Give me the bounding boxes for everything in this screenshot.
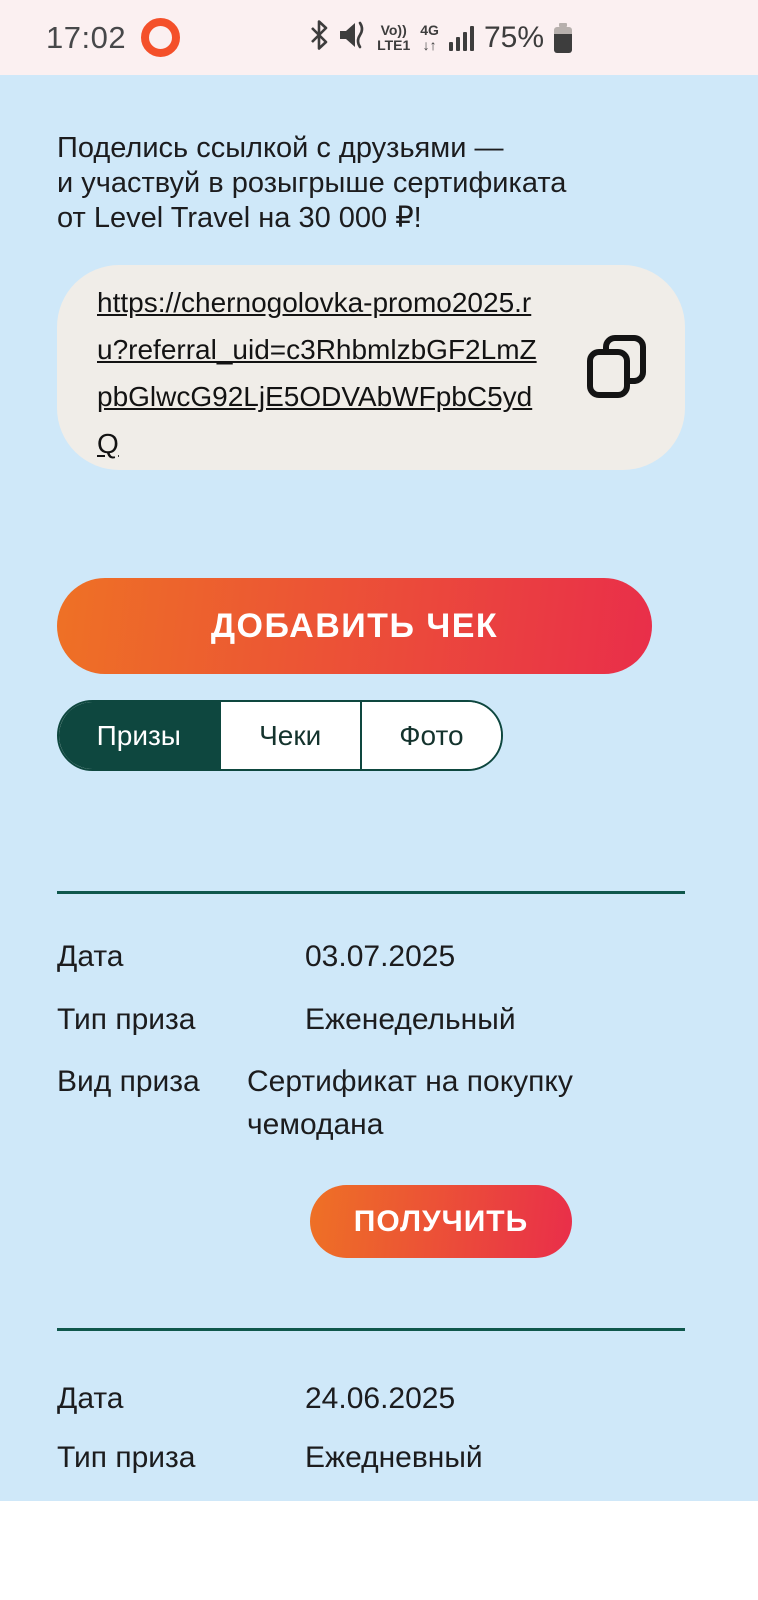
claim-prize-button[interactable]: ПОЛУЧИТЬ [310,1185,572,1258]
status-bar [0,0,758,75]
row-value: Ежедневный [305,1441,483,1474]
referral-link[interactable]: https://chernogolovka-promo2025.ru?referral_uid=c3RhbmlzbGF2LmZpbGlwcG92LjE5ODVAbWFpbC5ydQ [97,287,537,459]
android-nav-bar [0,1501,758,1600]
tab-photos[interactable]: Фото [360,702,501,769]
status-right [309,0,572,75]
divider [57,891,685,894]
prize-row-type [57,998,685,1041]
divider [57,1328,685,1331]
network-4g-indicator: 4G ↓↑ [420,21,439,53]
mute-vibrate-icon [339,20,367,55]
row-label: Тип приза [57,1441,196,1474]
volte-indicator: Vo)) LTE1 [377,21,411,53]
tab-receipts[interactable]: Чеки [219,702,360,769]
promo-heading-line: и участвуй в розыгрыше сертификата [57,167,567,199]
status-time: 17:02 [46,19,127,55]
row-label: Дата [57,940,124,973]
row-label: Тип приза [57,1003,196,1036]
signal-bars-icon [449,25,474,51]
row-label: Вид приза [57,1065,200,1098]
row-value: Еженедельный [305,1003,516,1036]
prize-row-date [57,935,685,978]
row-value: 24.06.2025 [305,1382,456,1415]
prize-row-type [57,1436,685,1479]
tab-prizes[interactable]: Призы [59,702,219,769]
referral-link-card [57,265,685,470]
tab-bar [57,700,503,771]
prize-row-date [57,1377,685,1420]
battery-percent: 75% [483,20,544,54]
promo-heading-line: от Level Travel на 30 000 ₽! [57,202,422,234]
promo-heading-line: Поделись ссылкой с друзьями — [57,132,504,164]
add-receipt-button[interactable]: ДОБАВИТЬ ЧЕК [57,578,652,674]
bluetooth-icon [309,20,329,55]
notification-ring-icon [141,18,180,57]
copy-icon[interactable] [587,335,647,399]
promo-heading [57,131,677,236]
status-left [46,0,180,75]
row-value: 03.07.2025 [305,940,456,973]
battery-icon [554,27,572,53]
row-value: Сертификат на покупку чемодана [247,1065,573,1141]
row-label: Дата [57,1382,124,1415]
prize-row-kind [57,1060,685,1146]
